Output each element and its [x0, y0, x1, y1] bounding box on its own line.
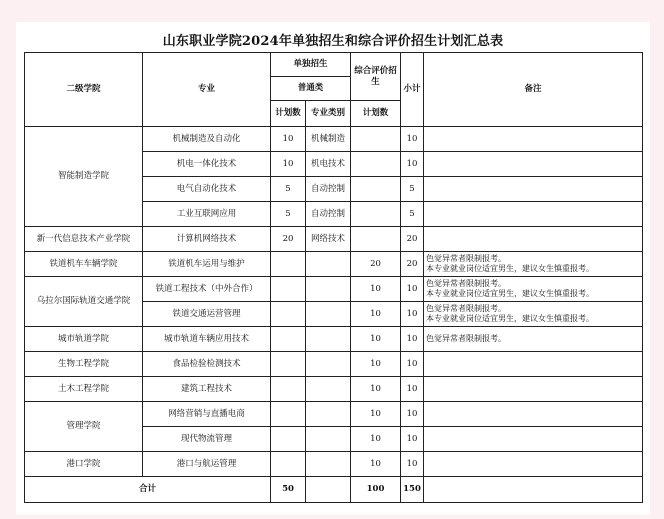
subtotal-cell: 20	[401, 227, 424, 252]
category-cell	[306, 402, 351, 427]
remarks-cell	[424, 177, 643, 202]
single-plan-cell	[271, 252, 306, 277]
header-college: 二级学院	[25, 53, 143, 127]
subtotal-cell: 10	[401, 302, 424, 327]
header-row-1	[25, 53, 643, 77]
table-row	[25, 452, 643, 477]
comprehensive-plan-cell: 10	[351, 377, 401, 402]
remarks-cell	[424, 352, 643, 377]
single-plan-cell	[271, 352, 306, 377]
college-cell: 智能制造学院	[25, 127, 143, 227]
major-cell: 现代物流管理	[143, 427, 271, 452]
college-cell: 港口学院	[25, 452, 143, 477]
remark-line: 本专业就业岗位适宜男生，建议女生慎重报考。	[426, 264, 595, 273]
subtotal-cell: 10	[401, 377, 424, 402]
remark-line: 色觉异常者限制报考。	[426, 254, 507, 263]
remarks-cell	[424, 327, 643, 352]
remarks-cell	[424, 452, 643, 477]
subtotal-cell: 20	[401, 252, 424, 277]
college-cell: 土木工程学院	[25, 377, 143, 402]
header-remarks: 备注	[424, 53, 643, 127]
single-plan-cell	[271, 327, 306, 352]
comprehensive-plan-cell	[351, 177, 401, 202]
category-cell	[306, 352, 351, 377]
single-plan-cell	[271, 402, 306, 427]
comprehensive-plan-cell: 10	[351, 327, 401, 352]
remark-line: 色觉异常者限制报考。	[426, 334, 507, 343]
single-plan-cell: 5	[271, 202, 306, 227]
single-plan-cell	[271, 452, 306, 477]
college-cell: 城市轨道学院	[25, 327, 143, 352]
header-subtotal: 小计	[401, 53, 424, 127]
single-plan-cell: 20	[271, 227, 306, 252]
category-cell: 网络技术	[306, 227, 351, 252]
total-comprehensive-plan: 100	[351, 477, 401, 503]
comprehensive-plan-cell: 10	[351, 402, 401, 427]
single-plan-cell	[271, 377, 306, 402]
remarks-cell	[424, 202, 643, 227]
category-cell: 自动控制	[306, 177, 351, 202]
subtotal-cell: 10	[401, 352, 424, 377]
remark-line: 本专业就业岗位适宜男生，建议女生慎重报考。	[426, 289, 595, 298]
total-label: 合计	[25, 477, 271, 503]
remarks-cell	[424, 152, 643, 177]
college-cell: 新一代信息技术产业学院	[25, 227, 143, 252]
single-plan-cell	[271, 427, 306, 452]
header-comprehensive-plan: 计划数	[351, 101, 401, 127]
category-cell	[306, 377, 351, 402]
comprehensive-plan-cell	[351, 227, 401, 252]
document-title: 山东职业学院2024年单独招生和综合评价招生计划汇总表	[162, 34, 504, 49]
single-plan-cell: 10	[271, 152, 306, 177]
remarks-cell	[424, 127, 643, 152]
table-row	[25, 377, 643, 402]
major-cell: 机械制造及自动化	[143, 127, 271, 152]
major-cell: 电气自动化技术	[143, 177, 271, 202]
document-page	[16, 22, 650, 515]
major-cell: 铁道机车运用与维护	[143, 252, 271, 277]
category-cell	[306, 277, 351, 302]
header-regular: 普通类	[271, 77, 351, 101]
table-row	[25, 227, 643, 252]
single-plan-cell	[271, 302, 306, 327]
header-plan-count: 计划数	[271, 101, 306, 127]
major-cell: 计算机网络技术	[143, 227, 271, 252]
category-cell	[306, 302, 351, 327]
major-cell: 铁道交通运营管理	[143, 302, 271, 327]
subtotal-cell: 10	[401, 327, 424, 352]
major-cell: 工业互联网应用	[143, 202, 271, 227]
college-cell: 铁道机车车辆学院	[25, 252, 143, 277]
subtotal-cell: 10	[401, 127, 424, 152]
major-cell: 机电一体化技术	[143, 152, 271, 177]
college-cell: 管理学院	[25, 402, 143, 452]
table-row	[25, 327, 643, 352]
comprehensive-plan-cell	[351, 152, 401, 177]
remark-line: 色觉异常者限制报考。	[426, 279, 507, 288]
major-cell: 网络营销与直播电商	[143, 402, 271, 427]
enrollment-plan-table	[24, 52, 643, 503]
comprehensive-plan-cell: 10	[351, 302, 401, 327]
comprehensive-plan-cell	[351, 202, 401, 227]
major-cell: 铁道工程技术（中外合作）	[143, 277, 271, 302]
major-cell: 港口与航运管理	[143, 452, 271, 477]
major-cell: 城市轨道车辆应用技术	[143, 327, 271, 352]
subtotal-cell: 10	[401, 427, 424, 452]
remark-line: 本专业就业岗位适宜男生，建议女生慎重报考。	[426, 314, 595, 323]
comprehensive-plan-cell: 10	[351, 427, 401, 452]
total-subtotal: 150	[401, 477, 424, 503]
comprehensive-plan-cell: 10	[351, 352, 401, 377]
total-remarks-empty	[424, 477, 643, 503]
remarks-cell	[424, 402, 643, 427]
category-cell	[306, 427, 351, 452]
category-cell	[306, 452, 351, 477]
comprehensive-plan-cell: 20	[351, 252, 401, 277]
single-plan-cell: 5	[271, 177, 306, 202]
table-row	[25, 277, 643, 302]
remarks-cell	[424, 277, 643, 302]
major-cell: 建筑工程技术	[143, 377, 271, 402]
total-row	[25, 477, 643, 503]
total-category-empty	[306, 477, 351, 503]
remarks-cell	[424, 227, 643, 252]
subtotal-cell: 5	[401, 202, 424, 227]
category-cell: 机械制造	[306, 127, 351, 152]
header-single-enrollment: 单独招生	[271, 53, 351, 77]
category-cell: 机电技术	[306, 152, 351, 177]
category-cell	[306, 252, 351, 277]
total-single-plan: 50	[271, 477, 306, 503]
remarks-cell	[424, 427, 643, 452]
table-row	[25, 252, 643, 277]
subtotal-cell: 10	[401, 452, 424, 477]
single-plan-cell: 10	[271, 127, 306, 152]
subtotal-cell: 10	[401, 402, 424, 427]
table-row	[25, 402, 643, 427]
college-cell: 乌拉尔国际轨道交通学院	[25, 277, 143, 327]
header-major: 专业	[143, 53, 271, 127]
remarks-cell	[424, 252, 643, 277]
table-row	[25, 127, 643, 152]
major-cell: 食品检验检测技术	[143, 352, 271, 377]
subtotal-cell: 10	[401, 152, 424, 177]
single-plan-cell	[271, 277, 306, 302]
remarks-cell	[424, 377, 643, 402]
table-row	[25, 352, 643, 377]
comprehensive-plan-cell: 10	[351, 277, 401, 302]
category-cell	[306, 327, 351, 352]
comprehensive-plan-cell: 10	[351, 452, 401, 477]
category-cell: 自动控制	[306, 202, 351, 227]
header-category: 专业类别	[306, 101, 351, 127]
comprehensive-plan-cell	[351, 127, 401, 152]
remark-line: 色觉异常者限制报考。	[426, 304, 507, 313]
remarks-cell	[424, 302, 643, 327]
college-cell: 生物工程学院	[25, 352, 143, 377]
subtotal-cell: 5	[401, 177, 424, 202]
subtotal-cell: 10	[401, 277, 424, 302]
header-comprehensive: 综合评价招生	[351, 53, 401, 101]
